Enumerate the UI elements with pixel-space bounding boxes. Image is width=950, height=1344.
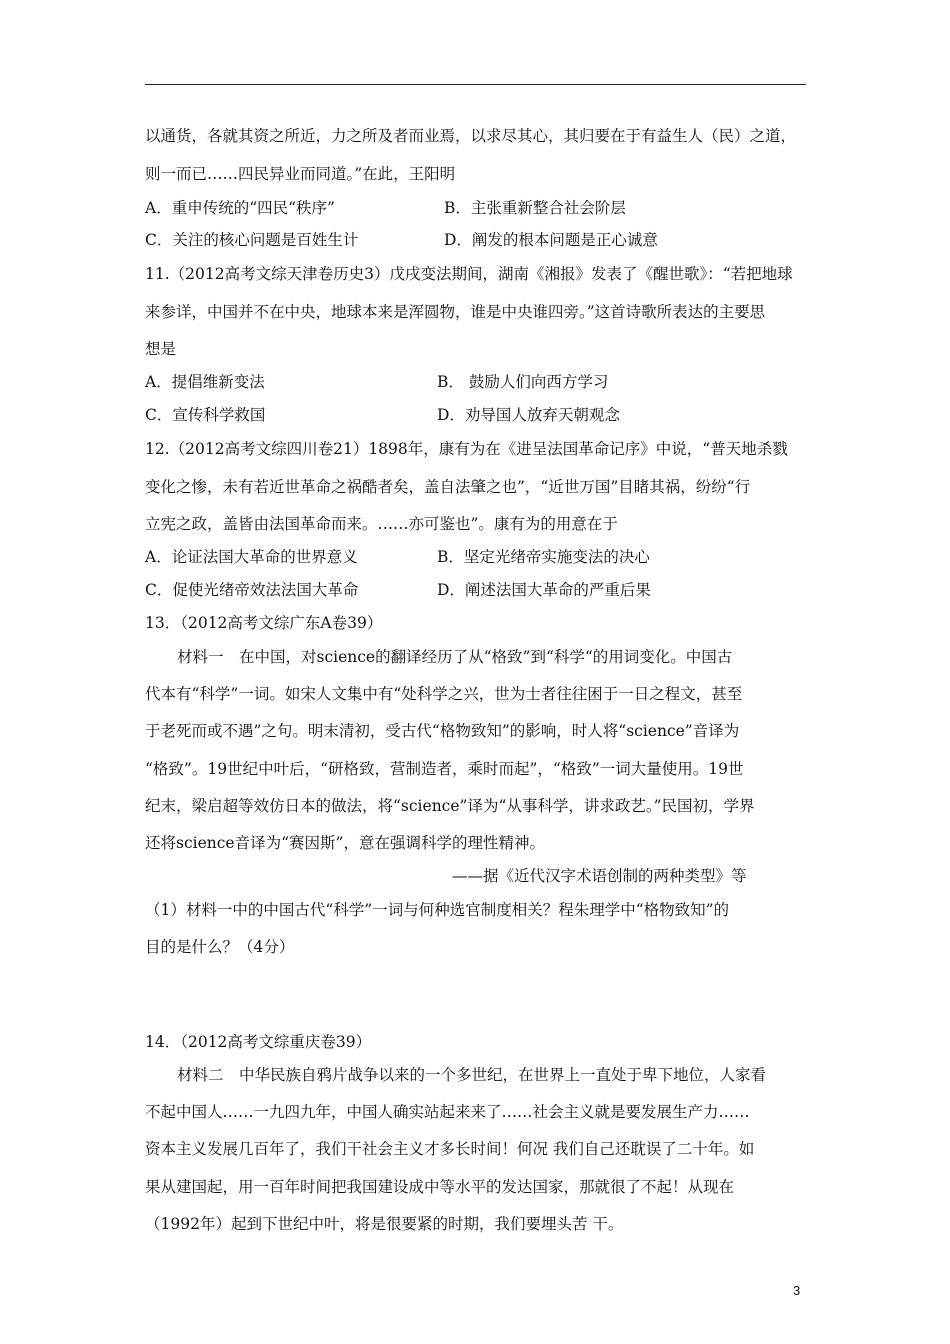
q13-subquestion-line-2: 目的是什么？（4分） — [145, 938, 295, 956]
q13-header: 13．（2012高考文综广东A卷39） — [145, 614, 383, 632]
q14-header: 14．（2012高考文综重庆卷39） — [145, 1033, 372, 1051]
q13-material-line-1: 材料一 在中国，对science的翻译经历了从“格致”到“科学“的用词变化。中国古 — [177, 648, 733, 666]
q11-stem-line-1: 11.（2012高考文综天津卷历史3）戊戌变法期间，湖南《湘报》发表了《醒世歌》：“若把地球 — [145, 265, 793, 283]
q10-option-b: B．主张重新整合社会阶层 — [444, 199, 626, 217]
q11-option-c: C．宣传科学救国 — [145, 406, 266, 424]
page-number: 3 — [793, 1283, 801, 1298]
q10-option-a: A．重申传统的“四民“秩序” — [145, 199, 335, 217]
q12-stem-line-3: 立宪之政，盖皆由法国革命而来。……亦可鉴也”。康有为的用意在于 — [145, 515, 618, 533]
q11-option-a: A．提倡维新变法 — [145, 373, 265, 391]
q12-option-c: C．促使光绪帝效法法国大革命 — [145, 581, 359, 599]
q13-material-line-4: “格致”。19世纪中叶后，“研格致，营制造者，乘时而起”，“格致”一词大量使用。19世 — [145, 760, 744, 778]
q14-material-line-5: （1992年）起到下世纪中叶，将是很要紧的时期，我们要埋头苦 干。 — [145, 1215, 624, 1233]
q12-option-a: A．论证法国大革命的世界意义 — [145, 548, 358, 566]
q11-stem-line-2: 来参详，中国并不在中央，地球本来是浑圆物，谁是中央谁四旁。”这首诗歌所表达的主要思 — [145, 303, 766, 321]
q10-text-line-1: 以通货，各就其资之所近，力之所及者而业焉，以求尽其心，其归要在于有益生人（民）之道， — [145, 127, 797, 145]
q10-text-line-2: 则一而已……四民异业而同道。”在此，王阳明 — [145, 165, 456, 183]
q10-option-c: C．关注的核心问题是百姓生计 — [145, 231, 359, 249]
q11-stem-line-3: 想是 — [145, 340, 177, 358]
q13-material-line-5: 纪末，梁启超等效仿日本的做法，将“science”译为“从事科学，讲求政艺。”民国初，学界 — [145, 797, 755, 815]
q13-source: ——据《近代汉字术语创制的两种类型》等 — [452, 867, 747, 885]
q12-stem-line-1: 12.（2012高考文综四川卷21）1898年，康有为在《进呈法国革命记序》中说，“普天地杀戮 — [145, 440, 788, 458]
header-rule — [145, 84, 806, 85]
q13-subquestion-line-1: （1）材料一中的中国古代“科学”一词与何种选官制度相关？程朱理学中“格物致知”的 — [145, 901, 730, 919]
q12-option-b: B．坚定光绪帝实施变法的决心 — [437, 548, 650, 566]
q14-material-line-4: 果从建国起，用一百年时间把我国建设成中等水平的发达国家，那就很了不起！从现在 — [145, 1178, 735, 1196]
q14-material-line-3: 资本主义发展几百年了，我们干社会主义才多长时间！何况 我们自己还耽误了二十年。如 — [145, 1140, 755, 1158]
q10-option-d: D．阐发的根本问题是正心诚意 — [444, 231, 658, 249]
q13-material-line-3: 于老死而或不遇”之句。明末清初，受古代“格物致知”的影响，时人将“science”音译为 — [145, 722, 740, 740]
q11-option-b: B． 鼓励人们向西方学习 — [437, 373, 609, 391]
q13-material-line-2: 代本有“科学”一词。如宋人文集中有“处科学之兴，世为士者往往困于一日之程文，甚至 — [145, 685, 743, 703]
q14-material-line-1: 材料二 中华民族自鸦片战争以来的一个多世纪，在世界上一直处于卑下地位，人家看 — [177, 1066, 767, 1084]
q12-option-d: D．阐述法国大革命的严重后果 — [437, 581, 651, 599]
q11-option-d: D．劝导国人放弃天朝观念 — [437, 406, 620, 424]
q13-material-line-6: 还将science音译为“赛因斯”，意在强调科学的理性精神。 — [145, 834, 545, 852]
q14-material-line-2: 不起中国人……一九四九年，中国人确实站起来来了……社会主义就是要发展生产力…… — [145, 1103, 750, 1121]
q12-stem-line-2: 变化之惨，未有若近世革命之祸酷者矣，盖自法肇之也”，“近世万国”目睹其祸，纷纷“行 — [145, 478, 751, 496]
